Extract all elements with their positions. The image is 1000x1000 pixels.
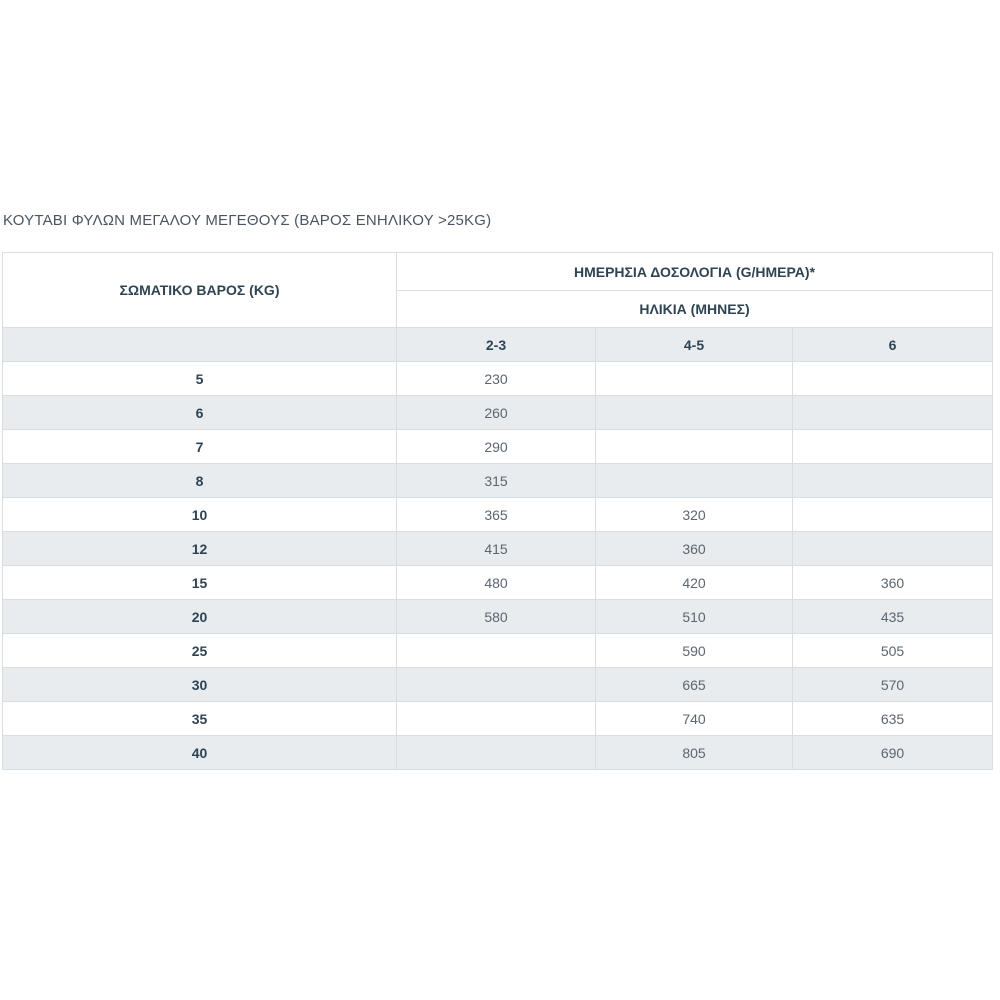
dosage-cell: 420	[596, 566, 793, 600]
dosage-cell: 740	[596, 702, 793, 736]
table-row	[3, 362, 993, 396]
dosage-cell	[596, 396, 793, 430]
dosage-cell: 360	[793, 566, 993, 600]
age-row-blank-cell	[3, 328, 397, 362]
dosage-cell	[793, 396, 993, 430]
dosage-cell: 290	[397, 430, 596, 464]
dosage-cell: 510	[596, 600, 793, 634]
table-row	[3, 566, 993, 600]
dosage-cell: 365	[397, 498, 596, 532]
table-row	[3, 396, 993, 430]
dosage-cell: 435	[793, 600, 993, 634]
table-row	[3, 498, 993, 532]
weight-cell: 6	[3, 396, 397, 430]
table-row	[3, 600, 993, 634]
dosage-cell	[397, 736, 596, 770]
dosage-cell: 690	[793, 736, 993, 770]
age-column-6: 6	[793, 328, 993, 362]
age-column-4-5: 4-5	[596, 328, 793, 362]
dosage-cell: 505	[793, 634, 993, 668]
dosage-cell: 805	[596, 736, 793, 770]
dosage-cell: 590	[596, 634, 793, 668]
feeding-table	[2, 252, 993, 770]
dosage-cell: 570	[793, 668, 993, 702]
dosage-cell	[793, 464, 993, 498]
dosage-cell	[596, 362, 793, 396]
weight-cell: 40	[3, 736, 397, 770]
dosage-cell: 635	[793, 702, 993, 736]
table-row	[3, 736, 993, 770]
weight-cell: 30	[3, 668, 397, 702]
age-header: ΗΛΙΚΙΑ (ΜΗΝΕΣ)	[397, 291, 993, 328]
weight-cell: 35	[3, 702, 397, 736]
dosage-cell: 315	[397, 464, 596, 498]
table-caption: ΚΟΥΤΑΒΙ ΦΥΛΩΝ ΜΕΓΑΛΟΥ ΜΕΓΕΘΟΥΣ (ΒΑΡΟΣ ΕΝΗΛΙΚΟΥ >25KG)	[3, 212, 492, 229]
dosage-cell	[793, 532, 993, 566]
weight-cell: 20	[3, 600, 397, 634]
dosage-cell: 480	[397, 566, 596, 600]
table-row	[3, 430, 993, 464]
weight-cell: 5	[3, 362, 397, 396]
dosage-header: ΗΜΕΡΗΣΙΑ ΔΟΣΟΛΟΓΙΑ (G/ΗΜΕΡΑ)*	[397, 253, 993, 291]
weight-column-header: ΣΩΜΑΤΙΚΟ ΒΑΡΟΣ (KG)	[3, 253, 397, 328]
dosage-cell	[793, 498, 993, 532]
table-row	[3, 702, 993, 736]
dosage-cell	[596, 430, 793, 464]
dosage-cell: 260	[397, 396, 596, 430]
dosage-cell: 665	[596, 668, 793, 702]
table-row	[3, 532, 993, 566]
weight-cell: 12	[3, 532, 397, 566]
dosage-cell: 320	[596, 498, 793, 532]
weight-cell: 15	[3, 566, 397, 600]
dosage-cell	[596, 464, 793, 498]
dosage-cell: 230	[397, 362, 596, 396]
weight-cell: 8	[3, 464, 397, 498]
dosage-cell	[397, 702, 596, 736]
dosage-cell: 580	[397, 600, 596, 634]
table-row	[3, 668, 993, 702]
table-row	[3, 464, 993, 498]
dosage-cell	[793, 430, 993, 464]
weight-cell: 7	[3, 430, 397, 464]
dosage-cell	[793, 362, 993, 396]
table-body	[3, 362, 993, 770]
dosage-cell	[397, 634, 596, 668]
dosage-cell: 415	[397, 532, 596, 566]
age-column-2-3: 2-3	[397, 328, 596, 362]
table-row	[3, 634, 993, 668]
dosage-cell: 360	[596, 532, 793, 566]
dosage-cell	[397, 668, 596, 702]
weight-cell: 10	[3, 498, 397, 532]
weight-cell: 25	[3, 634, 397, 668]
